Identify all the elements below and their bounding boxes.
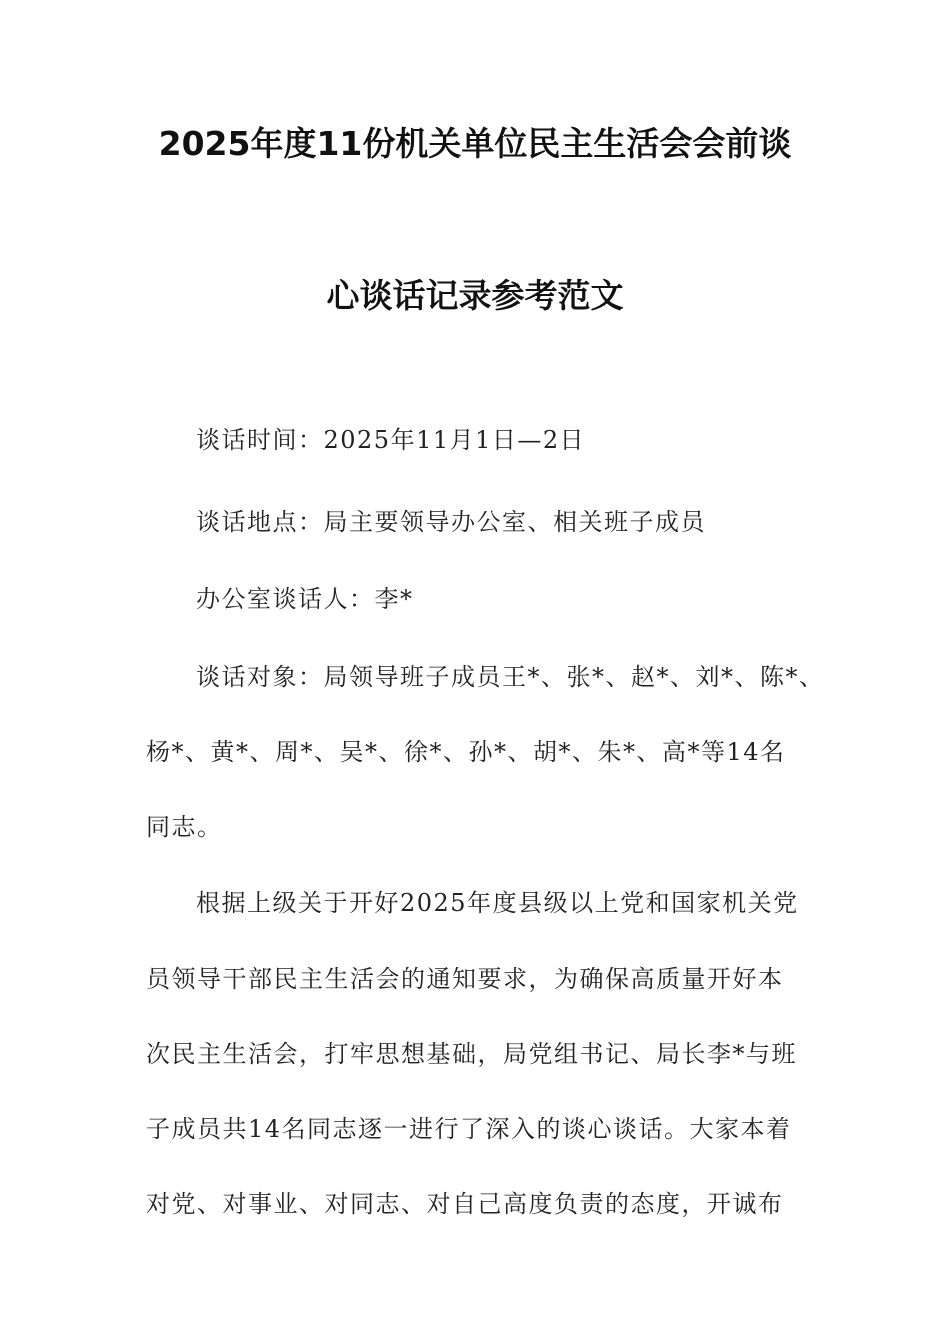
body-line-2: 员领导干部民主生活会的通知要求，为确保高质量开好本 — [146, 965, 784, 993]
body-line-3: 次民主生活会，打牢思想基础，局党组书记、局长李*与班 — [146, 1040, 797, 1068]
talk-targets-line-2: 杨*、黄*、周*、吴*、徐*、孙*、胡*、朱*、高*等14名 — [146, 738, 786, 766]
body-line-4: 子成员共14名同志逐一进行了深入的谈心谈话。大家本着 — [146, 1115, 792, 1143]
talk-place: 谈话地点：局主要领导办公室、相关班子成员 — [196, 508, 706, 536]
document-title-line-2: 心谈话记录参考范文 — [326, 276, 624, 315]
office-interviewer: 办公室谈话人：李* — [196, 585, 414, 613]
body-line-1: 根据上级关于开好2025年度县级以上党和国家机关党 — [196, 889, 799, 917]
body-line-5: 对党、对事业、对同志、对自己高度负责的态度，开诚布 — [146, 1190, 784, 1218]
talk-time: 谈话时间：2025年11月1日—2日 — [196, 426, 586, 454]
talk-targets-line-3: 同志。 — [146, 813, 223, 841]
document-title-line-1: 2025年度11份机关单位民主生活会会前谈 — [158, 124, 792, 163]
talk-targets-line-1: 谈话对象：局领导班子成员王*、张*、赵*、刘*、陈*、 — [196, 663, 825, 691]
